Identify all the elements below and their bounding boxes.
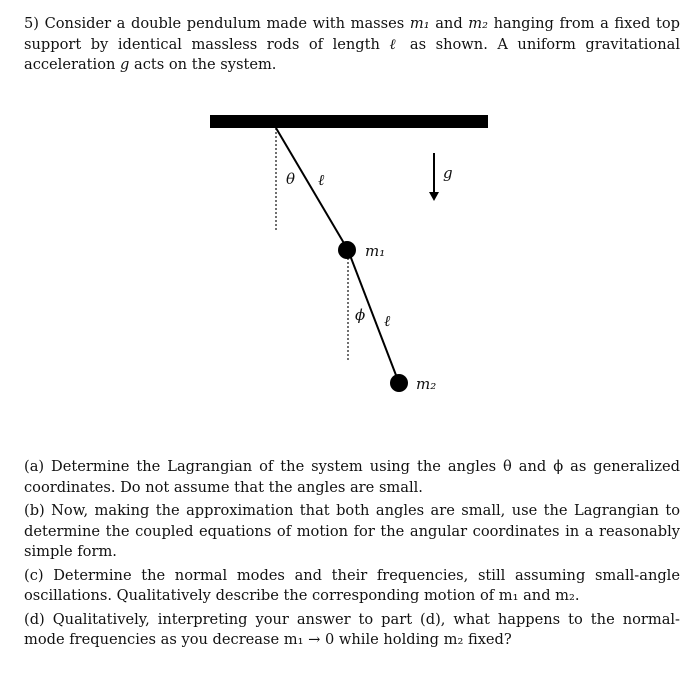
intro-mid: hanging from a fixed top support by identical massless rods of length — [24, 15, 680, 53]
m1-label: m₁ — [365, 242, 386, 260]
intro-and: and — [429, 15, 469, 32]
intro-ell: ℓ — [389, 35, 401, 53]
intro-suffix: acts on the system. — [129, 56, 277, 73]
intro-m1: m₁ — [409, 15, 430, 32]
fixed-support — [210, 115, 488, 128]
mass-1 — [338, 241, 356, 259]
ell-label-upper: ℓ — [318, 171, 325, 189]
mass-2 — [390, 374, 408, 392]
part-b: (b) Now, making the approximation that both angles are small, use the Lagrangian to determine the coupled equations of motion for the angular coordinates in a reasonably simple form. — [24, 502, 680, 560]
intro-m2: m₂ — [468, 15, 488, 32]
part-c: (c) Determine the normal modes and their frequencies, still assuming small-angle oscillations. Qualitatively describe the corresponding motion of m₁ and m₂. — [24, 566, 680, 604]
part-a: (a) Determine the Lagrangian of the system using the angles θ and ϕ as generalized coordinates. Do not assume that the angles are small. — [24, 458, 680, 496]
phi-label: ϕ — [355, 306, 366, 324]
m2-label: m₂ — [416, 375, 437, 393]
gravity-arrow — [429, 153, 439, 201]
part-d: (d) Qualitatively, interpreting your answer to part (d), what happens to the normal-mode frequencies as you decrease m₁ → 0 while holding m₂ fixed? — [24, 610, 680, 648]
theta-label: θ — [286, 170, 296, 188]
upper-rod — [276, 128, 348, 250]
ell-label-lower: ℓ — [384, 312, 391, 330]
intro-g: g — [120, 56, 130, 73]
intro-prefix: 5) Consider a double pendulum made with masses — [24, 15, 410, 32]
question-parts — [24, 457, 680, 654]
gravity-label: g — [443, 164, 453, 182]
intro-mid2: as shown. A uniform gravitational acceleration — [24, 35, 680, 73]
